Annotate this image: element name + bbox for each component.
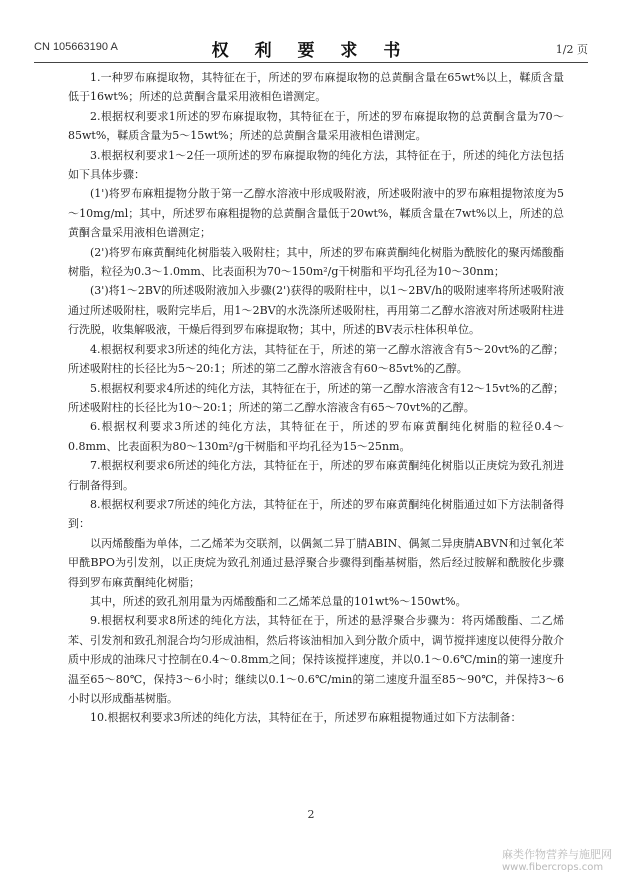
claim-paragraph: 6.根据权利要求3所述的纯化方法，其特征在于，所述的罗布麻黄酮纯化树脂的粒径0.4～0.8mm、比表面积为80～130m²/g干树脂和平均孔径为15～25nm。 xyxy=(68,420,564,453)
header-rule xyxy=(34,62,588,63)
claim-paragraph: 9.根据权利要求8所述的纯化方法，其特征在于，所述的悬浮聚合步骤为：将丙烯酸酯、二乙烯苯、引发剂和致孔剂混合均匀形成油相，然后将该油相加入到分散介质中，调节搅拌速度以使得分散介质中形成的油珠尺寸控制在0.4～0.8mm之间；保持该搅拌速度，并以0.1～0.6℃/min的第一速度升温至65～80℃，保持3～6小时；继续以0.1～0.6℃/min的第二速度升温至85～90℃，并保持3～6小时以形成酯基树脂。 xyxy=(68,614,564,705)
claim-paragraph: 2.根据权利要求1所述的罗布麻提取物，其特征在于，所述的罗布麻提取物的总黄酮含量为70～85wt%，鞣质含量为5～15wt%；所述的总黄酮含量采用液相色谱测定。 xyxy=(68,109,564,143)
publication-number: CN 105663190 A xyxy=(34,41,118,53)
watermark-site-name: 麻类作物营养与施肥网 xyxy=(502,848,612,861)
claim-paragraph: 4.根据权利要求3所述的纯化方法，其特征在于，所述的第一乙醇水溶液含有5～20vt%的乙醇；所述吸附柱的长径比为5～20:1；所述的第二乙醇水溶液含有60～85vt%的乙醇。 xyxy=(68,342,564,376)
claim-paragraph: (1')将罗布麻粗提物分散于第一乙醇水溶液中形成吸附液，所述吸附液中的罗布麻粗提物浓度为5～10mg/ml；其中，所述罗布麻粗提物的总黄酮含量低于20wt%，鞣质含量在7wt%以上，所述的总黄酮含量采用液相色谱测定； xyxy=(68,187,564,240)
claim-paragraph: 以丙烯酸酯为单体，二乙烯苯为交联剂，以偶氮二异丁腈ABIN、偶氮二异庚腈ABVN和过氧化苯甲酰BPO为引发剂，以正庚烷为致孔剂通过悬浮聚合步骤得到酯基树脂，然后经过胺解和酰胺化步骤得到罗布麻黄酮纯化树脂； xyxy=(68,536,564,589)
claim-paragraph: 7.根据权利要求6所述的纯化方法，其特征在于，所述的罗布麻黄酮纯化树脂以正庚烷为致孔剂进行制备得到。 xyxy=(68,459,564,492)
claim-paragraph: (2')将罗布麻黄酮纯化树脂装入吸附柱；其中，所述的罗布麻黄酮纯化树脂为酰胺化的聚丙烯酸酯树脂，粒径为0.3～1.0mm、比表面积为70～150m²/g干树脂和平均孔径为10～30nm； xyxy=(68,245,564,279)
claim-paragraph: 8.根据权利要求7所述的纯化方法，其特征在于，所述的罗布麻黄酮纯化树脂通过如下方法制备得到： xyxy=(68,497,564,531)
claim-paragraph: 3.根据权利要求1～2任一项所述的罗布麻提取物的纯化方法，其特征在于，所述的纯化方法包括如下具体步骤： xyxy=(68,148,564,182)
claims-body xyxy=(68,68,564,728)
document-title: 权 利 要 求 书 xyxy=(211,41,411,61)
claim-paragraph: 5.根据权利要求4所述的纯化方法，其特征在于，所述的第一乙醇水溶液含有12～15vt%的乙醇；所述吸附柱的长径比为10～20:1；所述的第二乙醇水溶液含有65～70vt%的乙醇。 xyxy=(68,381,564,414)
claim-paragraph: 10.根据权利要求3所述的纯化方法，其特征在于，所述罗布麻粗提物通过如下方法制备： xyxy=(90,711,522,725)
claim-paragraph: 其中，所述的致孔剂用量为丙烯酸酯和二乙烯苯总量的101wt%～150wt%。 xyxy=(90,594,467,608)
claim-paragraph: 1.一种罗布麻提取物，其特征在于，所述的罗布麻提取物的总黄酮含量在65wt%以上，鞣质含量低于16wt%；所述的总黄酮含量采用液相色谱测定。 xyxy=(68,71,564,104)
page-info: 1/2 页 xyxy=(555,43,588,56)
watermark-url: www.fibercrops.com xyxy=(502,862,604,873)
watermark xyxy=(502,846,612,873)
claim-paragraph: (3')将1～2BV的所述吸附液加入步骤(2')获得的吸附柱中，以1～2BV/h的吸附速率将所述吸附液通过所述吸附柱，吸附完毕后，用1～2BV的水洗涤所述吸附柱，再用第二乙醇水溶液对所述吸附柱进行洗脱，收集解吸液，干燥后得到罗布麻提取物；其中，所述的BV表示柱体积单位。 xyxy=(68,284,564,337)
page-header xyxy=(34,36,588,61)
page-number: 2 xyxy=(307,808,315,821)
